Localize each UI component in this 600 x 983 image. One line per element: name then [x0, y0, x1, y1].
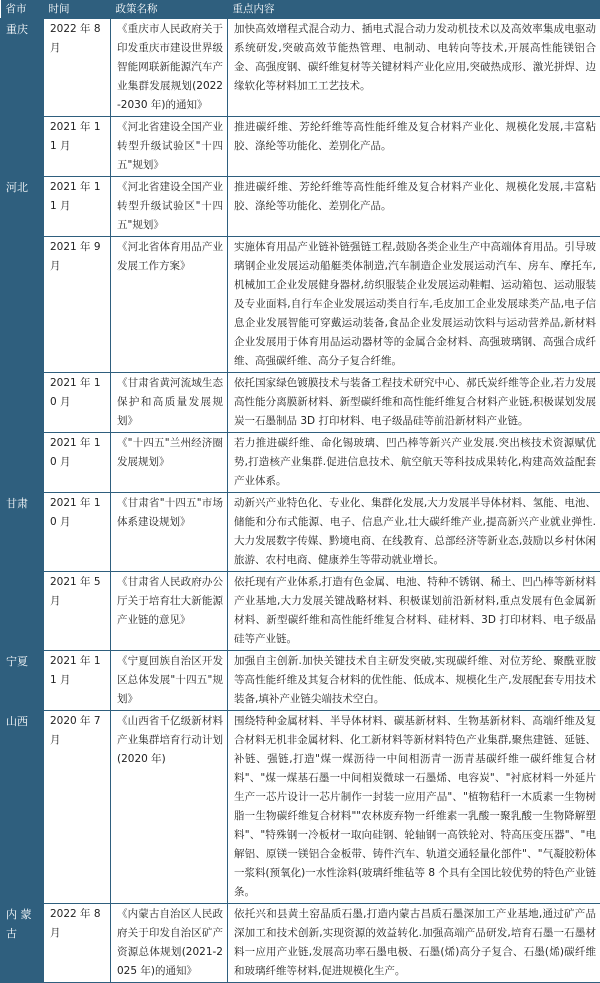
policy-name-cell: 《甘肃省黄河流域生态保护和高质量发展规划》	[111, 373, 228, 433]
time-cell: 2020 年 7 月	[44, 711, 111, 904]
table-row	[1, 651, 600, 711]
table-row	[1, 433, 600, 493]
policy-name-cell: 《宁夏回族自治区开发区总体发展"十四五"规划》	[111, 651, 228, 711]
time-cell: 2021 年 9 月	[44, 237, 111, 373]
province-cell: 河北	[1, 177, 44, 493]
header-content: 重点内容	[228, 0, 600, 19]
table-row	[1, 493, 600, 572]
policy-name-cell: 《甘肃省"十四五"市场体系建设规划》	[111, 493, 228, 572]
province-cell: 山西	[1, 711, 44, 904]
table-row	[1, 904, 600, 983]
table-row	[1, 572, 600, 651]
policy-name-cell: 《重庆市人民政府关于印发重庆市建设世界级智能网联新能源汽车产业集群发展规划(2022-2030 年)的通知》	[111, 19, 228, 117]
table-row	[1, 19, 600, 117]
header-time: 时间	[44, 0, 111, 19]
table-row	[1, 177, 600, 237]
table-row	[1, 237, 600, 373]
time-cell: 2021 年 5 月	[44, 572, 111, 651]
content-cell: 动新兴产业特色化、专业化、集群化发展,大力发展半导体材料、氢能、电池、储能和分布式能源、电子、信息产业,壮大碳纤维产业,提高新兴产业就业弹性.大力发展数字传媒、黔境电商、在线教育、总部经济等新业态,鼓励以乡村休闲旅游、农村电商、健康养生等带动就业增长。	[228, 493, 600, 572]
policy-name-cell: 《河北省建设全国产业转型升级试验区"十四五"规划》	[111, 117, 228, 177]
header-province: 省市	[1, 0, 44, 19]
policy-name-cell: 《河北省建设全国产业转型升级试验区"十四五"规划》	[111, 177, 228, 237]
policy-name-cell: 《河北省体育用品产业发展工作方案》	[111, 237, 228, 373]
province-cell: 宁夏	[1, 651, 44, 711]
content-cell: 加强自主创新.加快关键技术自主研发突破,实现碳纤维、对位芳纶、聚酰亚胺等高性能纤维及其复合材料的优性能、低成本、规模化生产,发展配套专用技术装备,填补产业链尖端技术空白。	[228, 651, 600, 711]
time-cell: 2021 年 10 月	[44, 433, 111, 493]
province-cell: 重庆	[1, 19, 44, 177]
time-cell: 2021 年 11 月	[44, 117, 111, 177]
table-header-row	[1, 0, 600, 19]
province-cell: 内 蒙古	[1, 904, 44, 983]
content-cell: 围绕特种金属材料、半导体材料、碳基新材料、生物基新材料、高端纤维及复合材料无机非金属材料、化工新材料等新材料特色产业集群,聚焦建链、延链、补链、强链,打造"煤一煤沥待一中间相沥青一沥青基碳纤维一碳纤维复合材料"、"煤一煤基石墨一中间相炭微球一石墨烯、电容炭"、"衬底材料一外延片生产一芯片设计一芯片制作一封装一应用产品"、"植物秸秆一木质素一生物树脂一生物碳纤维复合材料""农林废弃物一纤维素一乳酸一聚乳酸一生物降解塑料"、"特殊钢一冷板材一取向硅钢、轮轴钢一高铁轮对、特高压变压器"、"电解铝、原镁一镁铝合金板带、铸件汽车、轨道交通轻量化部件"、"气凝胶粉体一浆料(预氧化)一水性涂料(玻璃纤维毡等 8 个具有全国比较优势的特色产业链条。	[228, 711, 600, 904]
policy-name-cell: 《山西省千亿级新材料产业集群培育行动计划(2020 年)	[111, 711, 228, 904]
content-cell: 依托兴和县黄土窑晶质石墨,打造内蒙古昌质石墨深加工产业基地,通过矿产品深加工和技术创新,实现资源的效益转化.加强高端产品研发,培育石墨一石墨材料一应用产业链,发展高功率石墨电极、石墨(烯)高分子复合、石墨(烯)碳纤维和玻璃纤维等材料,促进规模化生产。	[228, 904, 600, 983]
policy-name-cell: 《内蒙古自治区人民政府关于印发自治区矿产资源总体规划(2021-2025 年)的通知》	[111, 904, 228, 983]
table-row	[1, 711, 600, 904]
time-cell: 2021 年 10 月	[44, 493, 111, 572]
content-cell: 推进碳纤维、芳纶纤维等高性能纤维及复合材料产业化、规模化发展,丰富粘胶、涤纶等功能化、差别化产品。	[228, 177, 600, 237]
time-cell: 2021 年 11 月	[44, 177, 111, 237]
time-cell: 2021 年 11 月	[44, 651, 111, 711]
content-cell: 实施体育用品产业链补链强链工程,鼓励各类企业生产中高端体育用品。引导玻璃钢企业发展运动船艇类体制造,汽车制造企业发展运动汽车、房车、摩托车,机械加工企业发展健身器材,纺织服装企业发展运动鞋帽、运动箱包、运动服装及专业面料,自行车企业发展运动类自行车,毛皮加工企业发展球类产品,电子信息企业发展智能可穿戴运动装备,食品企业发展运动饮料与运动营养品,新材料企业发展用于体育用品运动器材等的金属合金材料、高强玻璃钢、高强合成纤维、高强碳纤维、高分子复合纤维。	[228, 237, 600, 373]
content-cell: 依托现有产业体系,打造有色金属、电池、特种不锈钢、稀土、凹凸棒等新材料产业基地,大力发展关键战略材料、积极谋划前沿新材料,重点发展有色金属新材料、新型碳纤维和高性能纤维复合材料、硅材料、3D 打印材料、电子级晶硅等产业链。	[228, 572, 600, 651]
table-row	[1, 117, 600, 177]
time-cell: 2022 年 8 月	[44, 19, 111, 117]
content-cell: 加快高效增程式混合动力、插电式混合动力发动机技术以及高效率集成电驱动系统研发,突破高效节能热管理、电制动、电转向等技术,开展高性能镁铝合金、高强度钢、碳纤维复材等关键材料产业化应用,突破热成形、激光拼焊、边缘软化等材料加工工艺技术。	[228, 19, 600, 117]
header-policy: 政策名称	[111, 0, 228, 19]
policy-name-cell: 《甘肃省人民政府办公厅关于培育壮大新能源产业链的意见》	[111, 572, 228, 651]
content-cell: 若力推进碳纤维、命化锡玻璃、凹凸棒等新兴产业发展.突出核技术资源赋优势,打造核产业集群.促进信息技术、航空航天等科技成果转化,构建高效益配套产业体系。	[228, 433, 600, 493]
table-row	[1, 373, 600, 433]
content-cell: 依托国家绿色镀膜技术与装备工程技术研究中心、郝氏炭纤维等企业,若力发展高性能分离膜新材料、新型碳纤维和高性能纤维复合材料产业链,积极谋划发展炭一石墨制品 3D 打印材料、电子级晶硅等前沿新材料产业链。	[228, 373, 600, 433]
province-cell: 甘肃	[1, 493, 44, 651]
time-cell: 2021 年 10 月	[44, 373, 111, 433]
time-cell: 2022 年 8 月	[44, 904, 111, 983]
policy-name-cell: 《"十四五"兰州经济圈发展规划》	[111, 433, 228, 493]
content-cell: 推进碳纤维、芳纶纤维等高性能纤维及复合材料产业化、规模化发展,丰富粘胶、涤纶等功能化、差别化产品。	[228, 117, 600, 177]
